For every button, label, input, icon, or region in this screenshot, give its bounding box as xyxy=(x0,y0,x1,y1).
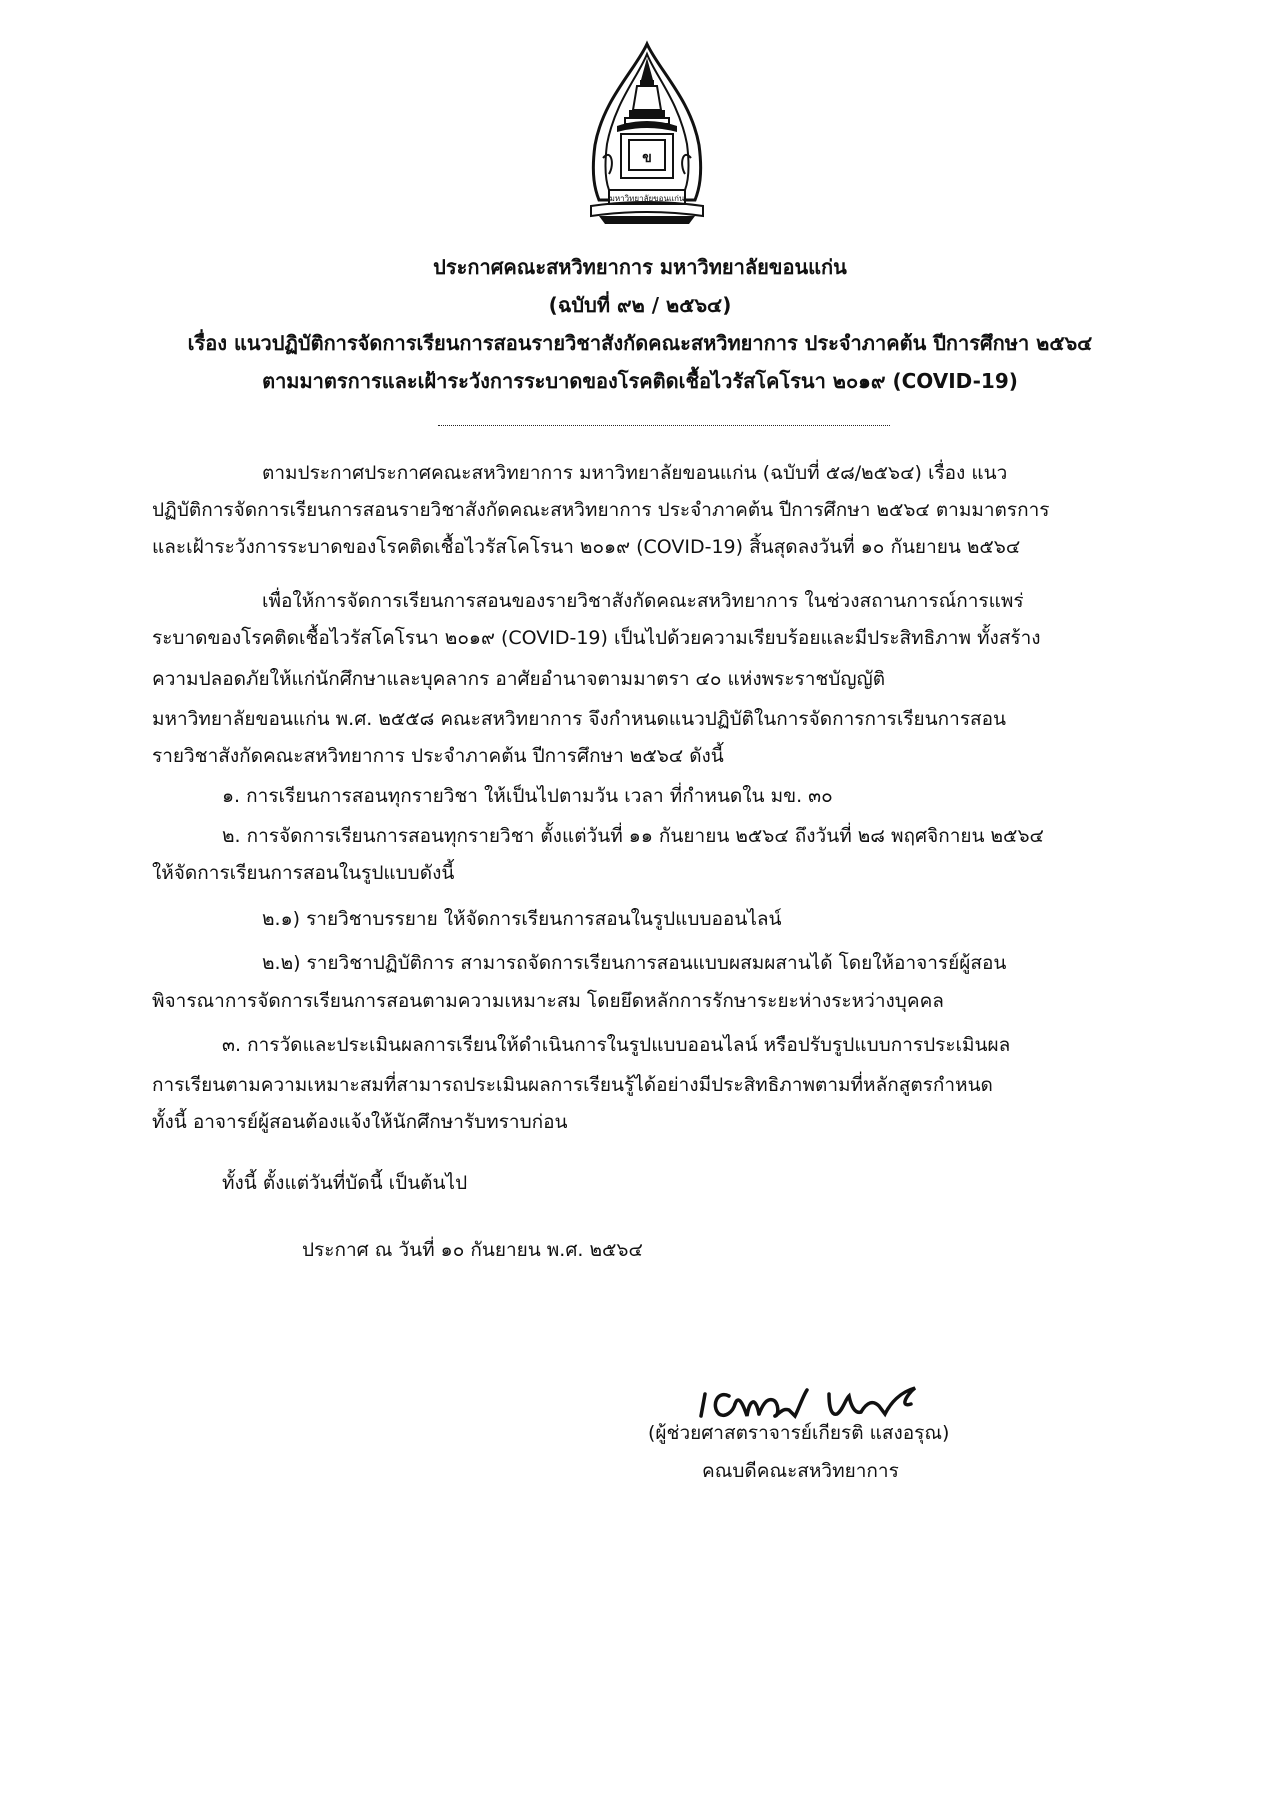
issue-number: (ฉบับที่ ๙๒ / ๒๕๖๔) xyxy=(548,293,732,317)
item-2-line-1: ๒. การจัดการเรียนการสอนทุกรายวิชา ตั้งแต่วันที่ ๑๑ กันยายน ๒๕๖๔ ถึงวันที่ ๒๘ พฤศจิกายน ๒๕๖๔ xyxy=(222,825,1044,847)
svg-text:มหาวิทยาลัยขอนแก่น: มหาวิทยาลัยขอนแก่น xyxy=(609,194,685,203)
separator-dotted-line xyxy=(438,425,890,426)
issuer-heading: ประกาศคณะสหวิทยาการ มหาวิทยาลัยขอนแก่น xyxy=(433,255,847,279)
paragraph-2-line-2: ระบาดของโรคติดเชื้อไวรัสโคโรนา ๒๐๑๙ (COVID-19) เป็นไปด้วยความเรียบร้อยและมีประสิทธิภาพ ทั้งสร้าง xyxy=(152,627,1041,649)
item-3-line-2: การเรียนตามความเหมาะสมที่สามารถประเมินผลการเรียนรู้ได้อย่างมีประสิทธิภาพตามที่หลักสูตรกำหนด xyxy=(152,1074,993,1096)
paragraph-2-line-3: ความปลอดภัยให้แก่นักศึกษาและบุคลากร อาศัยอำนาจตามมาตรา ๔๐ แห่งพระราชบัญญัติ xyxy=(152,668,886,690)
signatory-name: (ผู้ช่วยศาสตราจารย์เกียรติ แสงอรุณ) xyxy=(648,1422,950,1444)
paragraph-2-line-1: เพื่อให้การจัดการเรียนการสอนของรายวิชาสังกัดคณะสหวิทยาการ ในช่วงสถานการณ์การแพร่ xyxy=(262,590,1024,612)
announcement-date: ประกาศ ณ วันที่ ๑๐ กันยายน พ.ศ. ๒๕๖๔ xyxy=(302,1239,643,1261)
item-2-1: ๒.๑) รายวิชาบรรยาย ให้จัดการเรียนการสอนในรูปแบบออนไลน์ xyxy=(262,908,782,930)
paragraph-2-line-4: มหาวิทยาลัยขอนแก่น พ.ศ. ๒๕๕๘ คณะสหวิทยาการ จึงกำหนดแนวปฏิบัติในการจัดการการเรียนการสอน xyxy=(152,708,1007,730)
subject-line-2: ตามมาตรการและเฝ้าระวังการระบาดของโรคติดเชื้อไวรัสโคโรนา ๒๐๑๙ (COVID-19) xyxy=(262,369,1018,393)
item-2-line-2: ให้จัดการเรียนการสอนในรูปแบบดังนี้ xyxy=(152,862,455,884)
svg-text:ข: ข xyxy=(642,150,652,166)
item-1: ๑. การเรียนการสอนทุกรายวิชา ให้เป็นไปตามวัน เวลา ที่กำหนดใน มข. ๓๐ xyxy=(222,785,833,807)
item-2-2-line-2: พิจารณาการจัดการเรียนการสอนตามความเหมาะสม โดยยึดหลักการรักษาระยะห่างระหว่างบุคคล xyxy=(152,990,944,1012)
subject-line-1: เรื่อง แนวปฏิบัติการจัดการเรียนการสอนรายวิชาสังกัดคณะสหวิทยาการ ประจำภาคต้น ปีการศึกษา ๒๕๖๔ xyxy=(187,331,1093,355)
paragraph-1-line-1: ตามประกาศประกาศคณะสหวิทยาการ มหาวิทยาลัยขอนแก่น (ฉบับที่ ๕๘/๒๕๖๔) เรื่อง แนว xyxy=(262,462,1008,484)
university-seal xyxy=(585,40,709,226)
item-2-2-line-1: ๒.๒) รายวิชาปฏิบัติการ สามารถจัดการเรียนการสอนแบบผสมผสานได้ โดยให้อาจารย์ผู้สอน xyxy=(262,952,1007,974)
paragraph-2-line-5: รายวิชาสังกัดคณะสหวิทยาการ ประจำภาคต้น ปีการศึกษา ๒๕๖๔ ดังนี้ xyxy=(152,745,724,767)
signatory-position: คณบดีคณะสหวิทยาการ xyxy=(702,1460,899,1482)
paragraph-1-line-2: ปฏิบัติการจัดการเรียนการสอนรายวิชาสังกัดคณะสหวิทยาการ ประจำภาคต้น ปีการศึกษา ๒๕๖๔ ตามมาตรการ xyxy=(152,499,1050,521)
item-3-line-3: ทั้งนี้ อาจารย์ผู้สอนต้องแจ้งให้นักศึกษารับทราบก่อน xyxy=(152,1111,568,1133)
paragraph-1-line-3: และเฝ้าระวังการระบาดของโรคติดเชื้อไวรัสโคโรนา ๒๐๑๙ (COVID-19) สิ้นสุดลงวันที่ ๑๐ กันยายน ๒๕๖๔ xyxy=(152,536,1021,558)
item-3-line-1: ๓. การวัดและประเมินผลการเรียนให้ดำเนินการในรูปแบบออนไลน์ หรือปรับรูปแบบการประเมินผล xyxy=(222,1034,1011,1056)
effective-date-line: ทั้งนี้ ตั้งแต่วันที่บัดนี้ เป็นต้นไป xyxy=(222,1172,468,1194)
